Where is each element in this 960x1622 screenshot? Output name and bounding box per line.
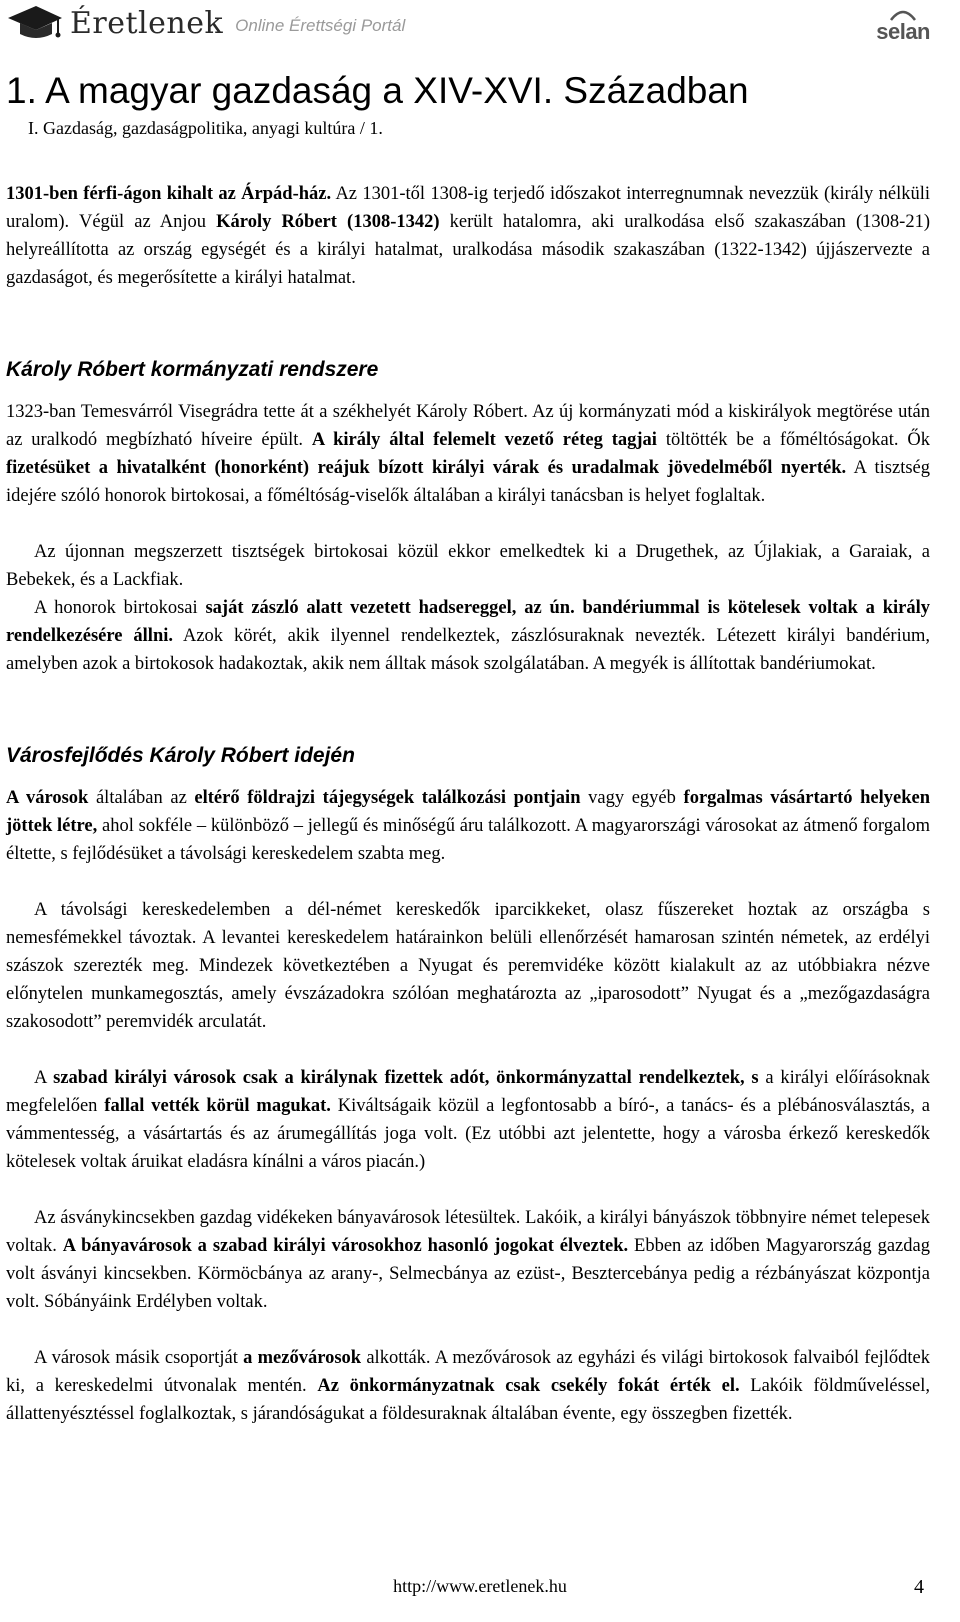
emphasis-text: A király által felemelt vezető réteg tagjai (311, 430, 657, 450)
emphasis-text: fizetésüket a hivatalként (honorként) reájuk bízott királyi várak és uradalmak jövedelméből nyerték. (6, 458, 847, 478)
brand-text: selan (876, 19, 930, 44)
text-run: töltötték be a főméltóságokat. Ők (656, 430, 930, 450)
document-title: 1. A magyar gazdaság a XIV-XVI. Században (6, 70, 749, 111)
text-run: Az újonnan megszerzett tisztségek birtokosai közül ekkor emelkedtek ki a Drugethek, az Újlakiak, a Garaiak, a Bebekek, és a Lackfiak. (6, 542, 930, 590)
paragraph (6, 1344, 930, 1428)
text-run: Kiváltságaik közül a legfontosabb a bíró-, a tanács- és a plébánosválasztás, a vámmentesség, a vásártartás és az árumegállítás joga volt. (Ez utóbbi azt jelentette, hogy a városba érkező kereskedők kötelesek voltak áruikat eladásra kínálni a város piacán.) (6, 1096, 930, 1172)
section-title-kormanyzat: Károly Róbert kormányzati rendszere (6, 358, 379, 381)
emphasis-text: saját zászló alatt vezetett hadsereggel, az ún. bandériummal is kötelesek voltak a király rendelkezésére állni. (6, 598, 930, 646)
text-run: A honorok birtokosai (34, 598, 206, 618)
emphasis-text: 1301-ben férfi-ágon kihalt az Árpád-ház. (6, 184, 332, 204)
graduation-cap-icon (6, 4, 64, 42)
text-run: a királyi előírásoknak megfelelően (6, 1068, 931, 1116)
section-title-varosfejlodes: Városfejlődés Károly Róbert idején (6, 744, 355, 767)
text-run: A (34, 1068, 54, 1088)
emphasis-text: A bányavárosok a szabad királyi városokhoz hasonló jogokat élveztek. (62, 1236, 629, 1256)
paragraph (6, 1204, 930, 1316)
emphasis-text: A városok (6, 788, 89, 808)
emphasis-text: Az önkormányzatnak csak csekély fokát érték el. (317, 1376, 740, 1396)
logo-title: Éretlenek (70, 5, 224, 41)
paragraph (6, 538, 930, 594)
text-run: Azok körét, akik ilyennel rendelkeztek, zászlósuraknak nevezték. Létezett királyi bandérium, amelyben azok a birtokosok hadakoztak, akik nem álltak mások szolgálatában. A megyék is állítottak bandériumokat. (6, 626, 930, 674)
page-header (0, 0, 960, 56)
text-run: Lakóik földműveléssel, állattenyésztéssel foglalkoztak, s járandóságukat a földesuraknak általában évente, egy összegben fizették. (6, 1376, 930, 1424)
paragraph (6, 398, 930, 510)
intro-paragraph (6, 180, 930, 292)
site-logo[interactable] (6, 4, 405, 42)
document-subtitle: I. Gazdaság, gazdaságpolitika, anyagi kultúra / 1. (28, 118, 383, 138)
brand-logo[interactable] (876, 8, 930, 42)
text-run: került hatalomra, aki uralkodása első szakaszában (1308-21) helyreállította az ország egységét és a királyi hatalmat, uralkodása második szakaszában (1322-1342) újjászervezte a gazdaságot, és megerősítette a királyi hatalmat. (6, 212, 930, 288)
footer-url-link[interactable]: http://www.eretlenek.hu (393, 1576, 567, 1596)
text-run: általában az (88, 788, 195, 808)
paragraph (6, 784, 930, 868)
paragraph (6, 594, 930, 678)
text-run: A tisztség idejére szóló honorok birtokosai, a főméltóság-viselők általában a királyi tanácsban is helyet foglaltak. (6, 458, 930, 506)
text-run: alkották. A mezővárosok az egyházi és világi birtokosok falvaiból fejlődtek ki, a kereskedelmi útvonalak mentén. (6, 1348, 930, 1396)
logo-subtitle: Online Érettségi Portál (235, 16, 406, 35)
emphasis-text: eltérő földrajzi tájegységek találkozási pontjain (194, 788, 581, 808)
emphasis-text: a mezővárosok (243, 1348, 362, 1368)
text-run: A városok másik csoportját (34, 1348, 244, 1368)
text-run: 1323-ban Temesvárról Visegrádra tette át a székhelyét Károly Róbert. Az új kormányzati mód a kiskirályok megtörése után az uralkodó megbízható híveire épült. (6, 402, 930, 450)
text-run: Az ásványkincsekben gazdag vidékeken bányavárosok létesültek. Lakóik, a királyi bányászok többnyire német telepesek voltak. (6, 1208, 930, 1256)
paragraph (6, 1064, 930, 1176)
emphasis-text: Károly Róbert (1308-1342) (216, 212, 440, 232)
emphasis-text: fallal vették körül magukat. (104, 1096, 331, 1116)
emphasis-text: szabad királyi városok csak a királynak fizettek adót, önkormányzattal rendelkeztek, s (53, 1068, 759, 1088)
text-run: Ebben az időben Magyarország gazdag volt ásványi kincsekben. Körmöcbánya az arany-, Selmecbánya az ezüst-, Besztercebánya pedig a rézbányászat központja volt. Sóbányáink Erdélyben voltak. (6, 1236, 930, 1312)
text-run: Az 1301-től 1308-ig terjedő időszakot interregnumnak nevezzük (király nélküli uralom). Végül az Anjou (6, 184, 930, 232)
text-run: ahol sokféle – különböző – jellegű és minőségű áru találkozott. A magyarországi városokat az átmenő forgalom éltette, s fejlődésüket a távolsági kereskedelem szabta meg. (6, 816, 930, 864)
emphasis-text: forgalmas vásártartó helyeken jöttek létre, (6, 788, 930, 836)
text-run: A távolsági kereskedelemben a dél-német kereskedők iparcikkeket, olasz fűszereket hoztak az országba s nemesfémekkel távoztak. A levantei kereskedelem határainkon belüli ellenőrzését hamarosan szintén németek, az erdélyi szászok szerezték meg. Mindezek következtében a Nyugat és peremvidéke között kialakult az az utóbbiakra nézve előnytelen munkamegosztás, amely évszázadokra szólóan meghatározta az „iparosodott” Nyugat és a „mezőgazdaságra szakosodott” peremvidék arculatát. (6, 900, 930, 1032)
page-number: 4 (914, 1576, 924, 1598)
text-run: vagy egyéb (580, 788, 684, 808)
paragraph (6, 896, 930, 1036)
